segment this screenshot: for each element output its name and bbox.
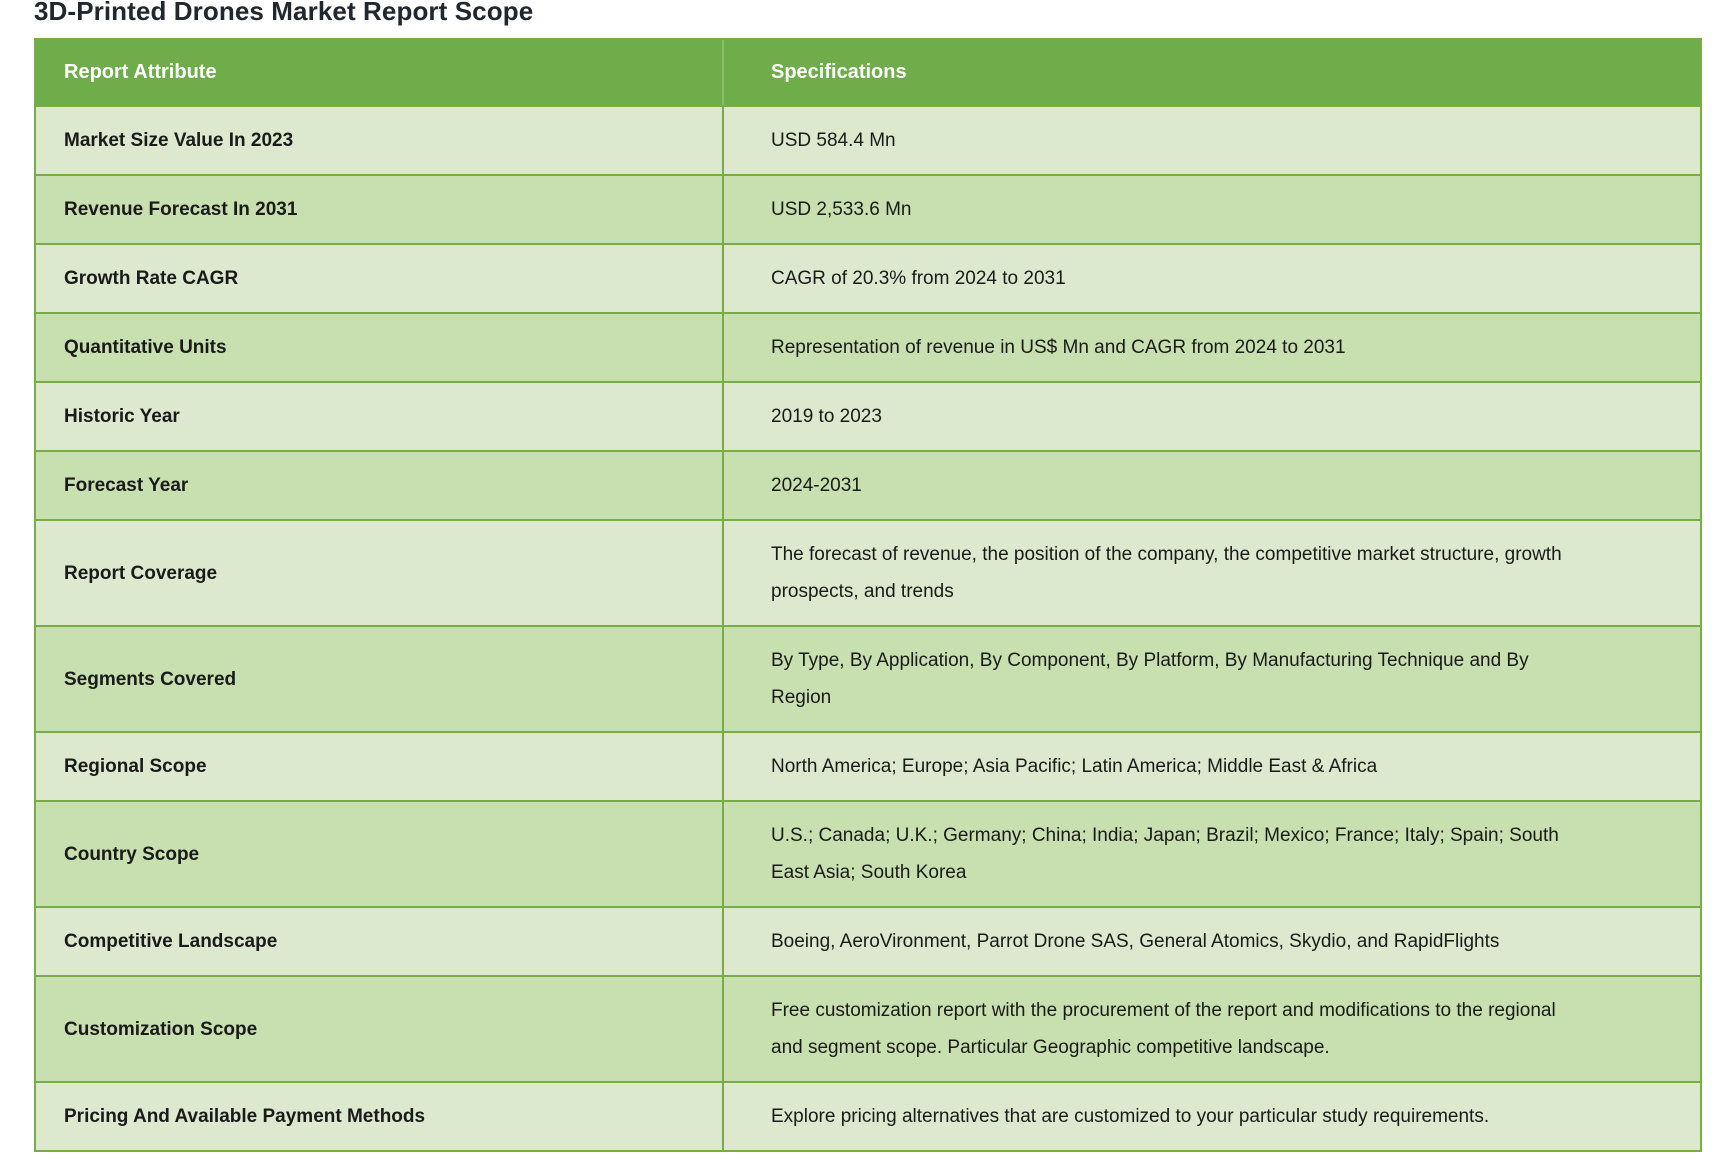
table-row: [36, 906, 1700, 975]
specification-cell: [724, 105, 1700, 174]
specification-cell: [724, 243, 1700, 312]
specification-text: Boeing, AeroVironment, Parrot Drone SAS, General Atomics, Skydio, and RapidFlights: [771, 931, 1500, 952]
report-attribute-cell: Regional Scope: [36, 731, 724, 800]
specification-text: Explore pricing alternatives that are customized to your particular study requirements.: [771, 1106, 1490, 1127]
specification-cell: [724, 174, 1700, 243]
specification-text: The forecast of revenue, the position of the company, the competitive market structure, growth prospects, and trends: [771, 544, 1562, 602]
table-header: [36, 40, 1700, 105]
specification-text: USD 2,533.6 Mn: [771, 199, 912, 220]
specification-text: U.S.; Canada; U.K.; Germany; China; India; Japan; Brazil; Mexico; France; Italy; Spain; South East Asia; South Korea: [771, 825, 1559, 883]
specification-text: North America; Europe; Asia Pacific; Latin America; Middle East & Africa: [771, 756, 1378, 777]
specification-cell: [724, 906, 1700, 975]
table-row: [36, 105, 1700, 174]
specification-cell: [724, 731, 1700, 800]
table-row: [36, 243, 1700, 312]
table-row: [36, 450, 1700, 519]
specification-text: Representation of revenue in US$ Mn and CAGR from 2024 to 2031: [771, 337, 1346, 358]
specification-cell: [724, 519, 1700, 625]
column-header-specifications: Specifications: [724, 40, 1700, 105]
table-row: [36, 312, 1700, 381]
specification-text: 2024-2031: [771, 475, 862, 496]
report-attribute-cell: Report Coverage: [36, 519, 724, 625]
table-row: [36, 975, 1700, 1081]
specification-text: USD 584.4 Mn: [771, 130, 896, 151]
report-attribute-cell: Customization Scope: [36, 975, 724, 1081]
report-attribute-cell: Competitive Landscape: [36, 906, 724, 975]
table-row: [36, 731, 1700, 800]
specification-cell: [724, 800, 1700, 906]
report-attribute-cell: Pricing And Available Payment Methods: [36, 1081, 724, 1150]
header-row: [36, 40, 1700, 105]
specification-cell: [724, 625, 1700, 731]
report-scope-table: [34, 38, 1702, 1152]
report-attribute-cell: Market Size Value In 2023: [36, 105, 724, 174]
specification-text: 2019 to 2023: [771, 406, 882, 427]
specification-cell: [724, 312, 1700, 381]
table-row: [36, 381, 1700, 450]
column-header-report-attribute: Report Attribute: [36, 40, 724, 105]
report-attribute-cell: Quantitative Units: [36, 312, 724, 381]
report-attribute-cell: Historic Year: [36, 381, 724, 450]
report-attribute-cell: Segments Covered: [36, 625, 724, 731]
specification-cell: [724, 381, 1700, 450]
report-attribute-cell: Revenue Forecast In 2031: [36, 174, 724, 243]
table-row: [36, 625, 1700, 731]
table-row: [36, 1081, 1700, 1150]
report-attribute-cell: Forecast Year: [36, 450, 724, 519]
specification-cell: [724, 975, 1700, 1081]
table-body: [36, 105, 1700, 1150]
table-row: [36, 519, 1700, 625]
report-attribute-cell: Growth Rate CAGR: [36, 243, 724, 312]
table-row: [36, 800, 1700, 906]
specification-cell: [724, 1081, 1700, 1150]
page-title: 3D-Printed Drones Market Report Scope: [34, 0, 534, 26]
specification-cell: [724, 450, 1700, 519]
specification-text: Free customization report with the procurement of the report and modifications to the regional and segment scope. Particular Geographic competitive landscape.: [771, 1000, 1556, 1058]
report-attribute-cell: Country Scope: [36, 800, 724, 906]
table-row: [36, 174, 1700, 243]
specification-text: CAGR of 20.3% from 2024 to 2031: [771, 268, 1066, 289]
specification-text: By Type, By Application, By Component, By Platform, By Manufacturing Technique and By Region: [771, 650, 1529, 708]
